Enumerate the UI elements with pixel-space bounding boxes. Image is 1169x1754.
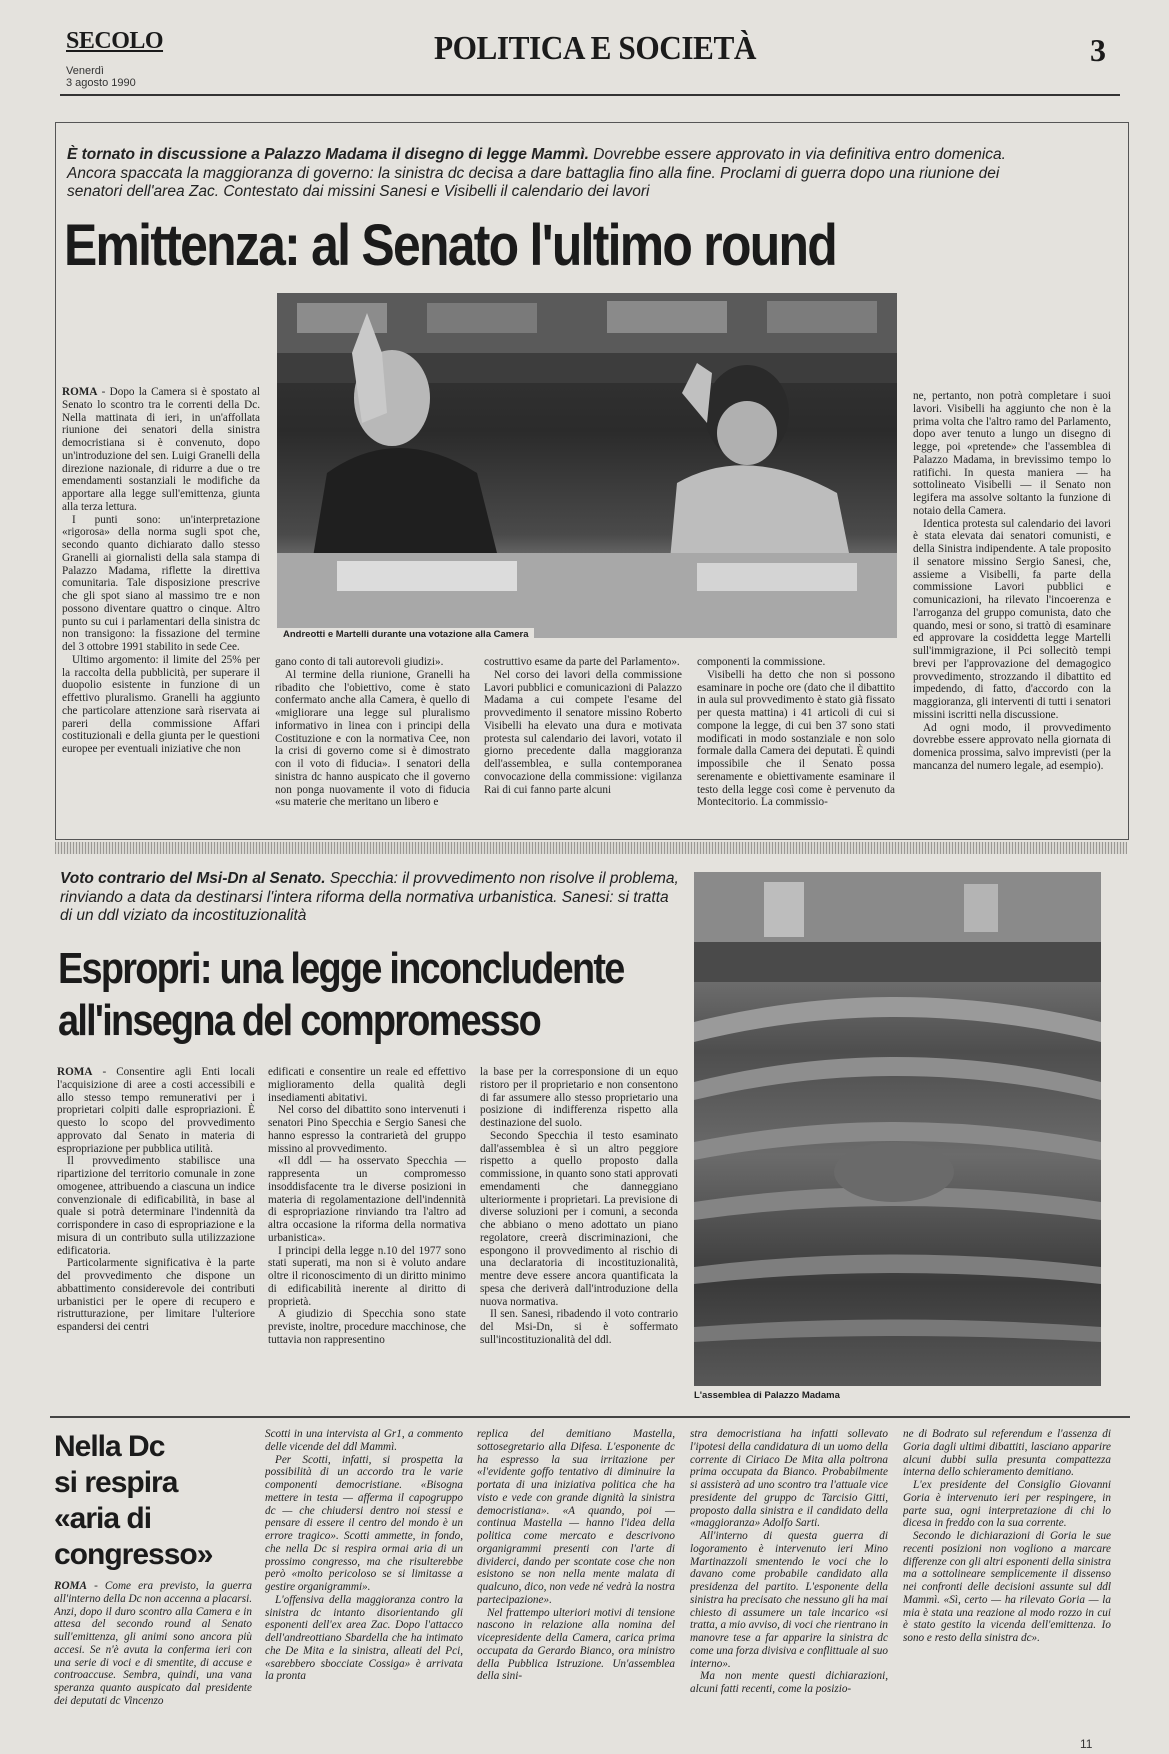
paragraph: Identica protesta sul calendario dei lavori è stata elevata dai senatori comunisti, e della Sinistra indipendente. A tale proposito il senatore missino Sergio Sanesi, che, assieme a Visibelli, fa parte della commissione Lavori pubblici e comunicazioni, ha rilevato l'incoerenza e l'arroganza del gruppo comunista, dato che quando, mesi or sono, si trattò di esaminare ed approvare la cosiddetta legge Martelli sull'immigrazione, il Pci sollecitò tempi brevi per l'approvazione del demagogico provvedimento, strozzando il dibattito ed impedendo, di fatto, d'accordo con la maggioranza, gli interventi di tutti i senatori missini iscritti nella discussione. <box>913 517 1111 721</box>
emittenza-column-2 <box>275 656 470 829</box>
kicker-lead: È tornato in discussione a Palazzo Madama il disegno di legge Mammì. <box>67 146 589 163</box>
paragraph: edificati e consentire un reale ed effettivo miglioramento della qualità degli insediamenti abitativi. <box>268 1066 466 1104</box>
emittenza-column-1 <box>62 386 260 829</box>
paragraph: Al termine della riunione, Granelli ha ribadito che l'obiettivo, come è stato confermato anche alla Camera, è quello di «migliorare una legge sul pluralismo informativo in linea con i principi della Costituzione e con la normativa Cee, non la crisi di governo come si è dimostrato con il voto di fiducia». I senatori della sinistra dc hanno auspicato che il governo non ponga nuovamente il voto di fiducia «su materie che meritano un libero e <box>275 668 470 809</box>
photo-illustration <box>277 293 897 638</box>
dc-column-2 <box>265 1428 463 1748</box>
article-emittenza-headline: Emittenza: al Senato l'ultimo round <box>64 213 836 278</box>
paragraph: - Come era previsto, la guerra all'interno della Dc non accenna a placarsi. Anzi, dopo il duro scontro alla Camera e in attesa del secondo round al Senato sull'emittenza, gli animi sono ancora più accesi. Se n'è avuta la conferma ieri con una serie di voci e di smentite, di accuse e controaccuse. Sembra, quindi, una vana speranza quanto auspicato dal presidente dei deputati dc Vincenzo <box>54 1580 252 1707</box>
paragraph: Nel frattempo ulteriori motivi di tensione nascono in relazione alla nomina del vicepresidente della Camera, carica prima occupata da Gerardo Bianco, ora ministro della Pubblica Istruzione. Un'assemblea della sini- <box>477 1606 675 1683</box>
paragraph: A giudizio di Specchia sono state previste, inoltre, procedure macchinose, che tuttavia non rappresentino <box>268 1308 466 1346</box>
article-emittenza-kicker <box>67 146 1017 202</box>
paragraph: gano conto di tali autorevoli giudizi». <box>275 656 444 668</box>
kicker-lead: Voto contrario del Msi-Dn al Senato. <box>60 870 326 887</box>
page-footer-number: 11 <box>1080 1737 1093 1751</box>
kicker-text: Specchia: il provvedimento non risolve il problema, rinviando a data da destinarsi l'intera riforma della normativa urbanistica. Sanesi: si tratta di un ddl viziato da incostituzionalità <box>60 870 679 924</box>
kicker-text: Dovrebbe essere approvato in via definitiva entro domenica. Ancora spaccata la maggioranza di governo: la sinistra dc decisa a dare battaglia fino alla fine. Proclami di guerra dopo una riunione dei senatori dell'area Zac. Contestato dai missini Sanesi e Visibelli il calendario dei lavori <box>67 146 1006 200</box>
article-dc-headline-line-1: Nella Dc <box>54 1430 165 1463</box>
senate-assembly-photo <box>694 872 1101 1386</box>
paragraph: All'interno di questa guerra di logoramento è intervenuto ieri Mino Martinazzoli smentendo le voci che lo davano come probabile candidato alla presidenza del partito. L'esponente della sinistra ha precisato che nessuno gli ha mai chiesto di assumere un tale incarico «si tratta, a mio avviso, di voci che rientrano in manovre tese a far apparire la sinistra dc come una forza divisiva e conflittuale al suo interno». <box>690 1530 888 1670</box>
issue-date: 3 agosto 1990 <box>66 77 136 89</box>
article-espropri-kicker <box>60 870 680 926</box>
espropri-column-3 <box>480 1066 678 1410</box>
espropri-column-1 <box>57 1066 255 1410</box>
andreotti-martelli-photo <box>277 293 897 638</box>
paragraph: Ma non mente questi dichiarazioni, alcuni fatti recenti, come la posizio- <box>690 1670 888 1695</box>
paragraph: Per Scotti, infatti, si prospetta la possibilità di un accordo tra le varie componenti democristiane. «Bisogna mettere in testa — afferma il capogruppo dc — che chiudersi dentro noi stessi e pensare di essere il centro del mondo è un errore tragico». Scotti ammette, in fondo, che nella Dc si respira ormai aria di un prossimo congresso, ma che risulterebbe però «molto pericoloso se si limitasse a gestire organigrammi». <box>265 1453 463 1593</box>
paragraph: L'offensiva della maggioranza contro la sinistra dc intanto disorientando gli esponenti dell'ex area Zac. Dopo l'attacco dell'andreottiano Sbardella che ha intimato che De Mita e la sinistra, alleati del Pci, «sarebbero sbocciate Cossiga» è arrivata la pronta <box>265 1593 463 1683</box>
section-title: POLITICA E SOCIETÀ <box>433 30 756 67</box>
paragraph: Nel corso dei lavori della commissione Lavori pubblici e comunicazioni di Palazzo Madama a cui compete l'esame del provvedimento il senatore missino Roberto Visibelli ha elevato una dura e motivata protesta sul calendario dei lavori, votato il giorno precedente dalla maggioranza dell'assemblea, e sulla contemporanea convocazione della commissione: vigilanza Rai di cui fanno parte alcuni <box>484 668 682 796</box>
paragraph: stra democristiana ha infatti sollevato l'ipotesi della candidatura di un uomo della corrente di Ciriaco De Mita alla poltrona prima occupata da Bianco. Probabilmente si assisterà ad uno scontro tra l'attuale vice presidente del gruppo dc Tarcisio Gitti, proposto dalla sinistra e il candidato della «maggioranza» Adolfo Sarti. <box>690 1428 888 1530</box>
emittenza-column-3 <box>484 656 682 829</box>
newspaper-logo: SECOLO <box>66 28 164 54</box>
emittenza-column-5 <box>913 390 1111 829</box>
paragraph: Il provvedimento stabilisce una ripartizione del territorio comunale in zone omogenee, attribuendo a ciascuna un indice convenzionale di edificabilità, in base al quale si potrà determinare l'indennità da corrispondere in caso di espropriazione e la misura di un contributo sulla utilizzazione edificatoria. <box>57 1155 255 1257</box>
espropri-column-2 <box>268 1066 466 1410</box>
paragraph: componenti la commissione. <box>697 656 826 668</box>
masthead-rule <box>60 94 1120 96</box>
paragraph: Visibelli ha detto che non si possono esaminare in poche ore (dato che il dibattito in aula sul provvedimento è stato già fissato per questa mattina) i 41 articoli di cui si compone la legge, di cui ben 37 sono stati modificati in modo sostanziale e non solo formale dalla Camera dei deputati. È quindi impossibile che il Senato possa serenamente e obiettivamente esaminare il testo della legge così come è pervenuto da Montecitorio. La commissio- <box>697 668 895 809</box>
paragraph: Ad ogni modo, il provvedimento dovrebbe essere approvato nella giornata di domenica prossima, salvo imprevisti (per la mancanza del numero legale, ad esempio). <box>913 721 1111 772</box>
paragraph: I principi della legge n.10 del 1977 sono stati superati, ma non si è voluto andare oltre il riconoscimento di un diritto minimo di edificabilità inerente al diritto di proprietà. <box>268 1244 466 1308</box>
dc-column-5 <box>903 1428 1111 1734</box>
paragraph: Il sen. Sanesi, ribadendo il voto contrario del Msi-Dn, si è soffermato sull'incostituzionalità del ddl. <box>480 1308 678 1346</box>
paragraph: Scotti in una intervista al Gr1, a commento delle vicende del ddl Mammì. <box>265 1428 463 1453</box>
dateline: ROMA <box>62 386 98 398</box>
paragraph: Nel corso del dibattito sono intervenuti i senatori Pino Specchia e Sergio Sanesi che hanno espresso la contrarietà del gruppo missino al provvedimento. <box>268 1104 466 1155</box>
article-dc-headline-line-2: si respira <box>54 1466 178 1499</box>
page-number: 3 <box>1090 32 1106 68</box>
dc-column-3 <box>477 1428 675 1748</box>
article-dc-headline-line-3: «aria di <box>54 1502 152 1535</box>
issue-day: Venerdì <box>66 65 104 77</box>
article-dc-headline-line-4: congresso» <box>54 1538 213 1571</box>
emittenza-column-4 <box>697 656 895 829</box>
paragraph: costruttivo esame da parte del Parlamento». <box>484 656 680 668</box>
paragraph: «Il ddl — ha osservato Specchia — rappresenta un compromesso insoddisfacente tra le diverse posizioni in materia di regolamentazione dell'indennità di espropriazione rinviando tra l'altro ad altra occasione la riforma della normativa urbanistica». <box>268 1155 466 1244</box>
section-divider <box>55 842 1127 854</box>
paragraph: L'ex presidente del Consiglio Giovanni Goria è intervenuto ieri per respingere, in parte sua, ogni interpretazione di chi lo dicesa in freddo con la sua corrente. <box>903 1479 1111 1530</box>
article-espropri-headline-line-2: all'insegna del compromesso <box>58 996 540 1045</box>
photo-caption-espropri: L'assemblea di Palazzo Madama <box>694 1390 840 1401</box>
dc-column-1 <box>54 1580 252 1748</box>
dc-column-4 <box>690 1428 888 1748</box>
paragraph: replica del demitiano Mastella, sottosegretario alla Difesa. L'esponente dc ha espresso la sua irritazione per «l'evidente goffo tentativo di diminuire la portata di una iniziativa politica che ha visto e vede con grande dignità la sinistra democristiana». «A quando, poi — continua Mastella — hanno l'idea della politica come mercato e descrivono organigrammi presenti con l'arte di dividerci, dando per scontate cose che non esistono se non nella mente malata di qualcuno, dico, non vede né vedrà la nostra partecipazione». <box>477 1428 675 1606</box>
paragraph: ne, pertanto, non potrà completare i suoi lavori. Visibelli ha aggiunto che non è la prima volta che l'altro ramo del Parlamento, dopo aver tenuto a lungo un disegno di legge, poi «pretende» che l'assemblea di Palazzo Madama, in brevissimo tempo lo ratifichi. In questa maniera — ha sottolineato Visibelli — il Senato non legifera ma assolve soltanto la funzione di notaio della Camera. <box>913 390 1111 517</box>
paragraph: Secondo le dichiarazioni di Goria le sue recenti posizioni non vogliono a marcare differenze con gli altri esponenti della sinistra ma a sottolineare semplicemente il dissenso nei confronti delle decisioni assunte sul ddl Mammì. «Sì, certo — ha rilevato Goria — la mia è stata una reazione al modo rozzo in cui è stato gestito la vicenda dell'emittenza. Io sono e resto della sinistra dc». <box>903 1530 1111 1644</box>
paragraph: - Dopo la Camera si è spostato al Senato lo scontro tra le correnti della Dc. Nella mattinata di ieri, in un'affollata riunione dei senatori della sinistra democristiana si è convenuto, dopo un'introduzione del sen. Luigi Granelli della direzione nazionale, di ridurre a due o tre emendamenti sostanziali le modifiche da apportare alla legge sull'emittenza, giunta alla terza lettura. <box>62 386 260 513</box>
paragraph: Ultimo argomento: il limite del 25% per la raccolta della pubblicità, per superare il duopolio esistente in funzione di un effettivo pluralismo. Granelli ha aggiunto che particolare attenzione sarà riservata ai pareri della commissione Affari costituzionali e della giunta per le questioni europee per eventuali iniziative che non <box>62 653 260 755</box>
dateline: ROMA <box>54 1580 87 1592</box>
paragraph: ne di Bodrato sul referendum e l'assenza di Goria dagli ultimi dibattiti, lasciano apparire alcuni dubbi sulla presunta compattezza interna dello schieramento demitiano. <box>903 1428 1111 1479</box>
paragraph: - Consentire agli Enti locali l'acquisizione di aree a costi accessibili e allo stesso tempo remunerativi per i proprietari colpiti dalle espropriazioni. È questo lo scopo del provvedimento approvato dal Senato in materia di espropriazione per pubblica utilità. <box>57 1066 255 1155</box>
photo-illustration <box>694 872 1101 1386</box>
dateline: ROMA <box>57 1066 93 1078</box>
paragraph: la base per la corresponsione di un equo ristoro per il proprietario e non consentono di far assumere allo stesso proprietario una posizione di indifferenza rispetto alla destinazione del suolo. <box>480 1066 678 1129</box>
paragraph: Particolarmente significativa è la parte del provvedimento che dispone un abbattimento considerevole dei contributi urbanistici per le opere di recupero e ristrutturazione, per limitare l'ulteriore espandersi dei centri <box>57 1257 255 1333</box>
article-espropri-headline-line-1: Espropri: una legge inconcludente <box>58 944 624 993</box>
paragraph: I punti sono: un'interpretazione «rigorosa» della norma sugli spot che, secondo quanto dichiarato dallo stesso Granelli ai giornalisti della sala stampa di Palazzo Madama, riflette la direttiva comunitaria. Tale disposizione prescrive che gli spot siano al massimo tre e non possono diventare quattro o cinque. Altro punto su cui i parlamentari della sinistra dc non transigono: la fissazione del termine del 3 ottobre 1991 stabilito in sede Cee. <box>62 513 260 653</box>
photo-caption-emittenza: Andreotti e Martelli durante una votazione alla Camera <box>277 628 534 641</box>
paragraph: Secondo Specchia il testo esaminato dall'assemblea è sì un altro peggiore rispetto a quello proposto dalla commissione, in quanto sono stati approvati emendamenti che danneggiano ulteriormente i proprietari. La previsione di diverse soluzioni per i comuni, a seconda che abbiano o meno adottato un piano regolatore, creerà discriminazioni, che espongono il provvedimento al rischio di una declaratoria di incostituzionalità, mentre deve essere ancora quantificata la spesa che deriverà dall'introduzione della nuova normativa. <box>480 1129 678 1308</box>
